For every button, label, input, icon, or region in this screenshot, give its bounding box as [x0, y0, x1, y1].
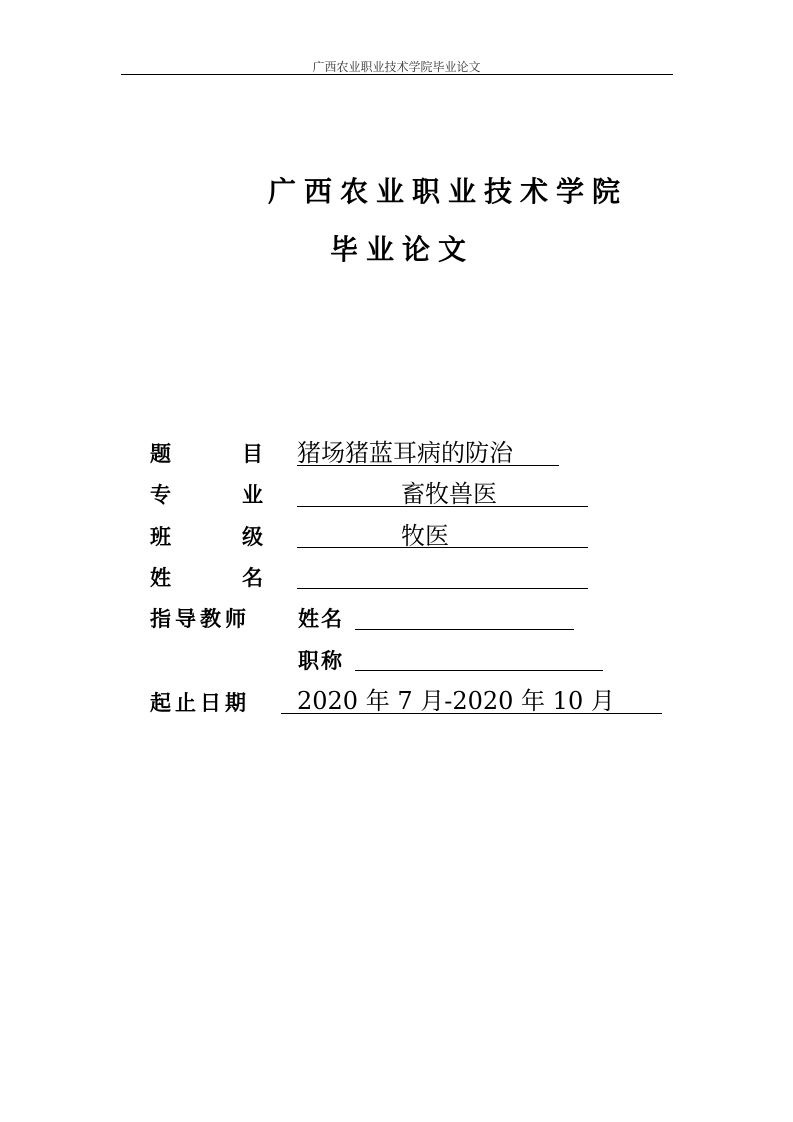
topic-value: 猪场猪蓝耳病的防治 [297, 439, 513, 467]
name-underline [297, 588, 588, 589]
advisor-title-label: 职称 [298, 649, 344, 673]
topic-label-char-2: 目 [242, 442, 263, 466]
header-rule [121, 74, 673, 75]
advisor-title-underline [355, 670, 603, 671]
name-label-char-1: 姓 [150, 566, 171, 590]
class-label-char-1: 班 [150, 525, 171, 549]
college-title: 广西农业职业技术学院 [268, 175, 629, 208]
period-underline [281, 713, 662, 714]
major-label-char-2: 业 [242, 483, 263, 507]
advisor-name-underline [355, 629, 574, 630]
period-value: 2020 年 7 月-2020 年 10 月 [297, 687, 615, 715]
topic-label-char-1: 题 [150, 442, 171, 466]
major-value: 畜牧兽医 [401, 480, 497, 508]
major-underline [297, 506, 588, 507]
class-underline [297, 547, 588, 548]
advisor-label: 指导教师 [150, 607, 250, 631]
period-label: 起止日期 [150, 691, 250, 715]
name-label-char-2: 名 [242, 566, 263, 590]
class-label-char-2: 级 [242, 525, 263, 549]
topic-underline [297, 465, 559, 466]
class-value: 牧医 [401, 522, 449, 550]
advisor-name-label: 姓名 [298, 607, 344, 631]
running-header: 广西农业职业技术学院毕业论文 [312, 60, 481, 74]
major-label-char-1: 专 [150, 483, 171, 507]
thesis-title: 毕业论文 [330, 233, 475, 266]
